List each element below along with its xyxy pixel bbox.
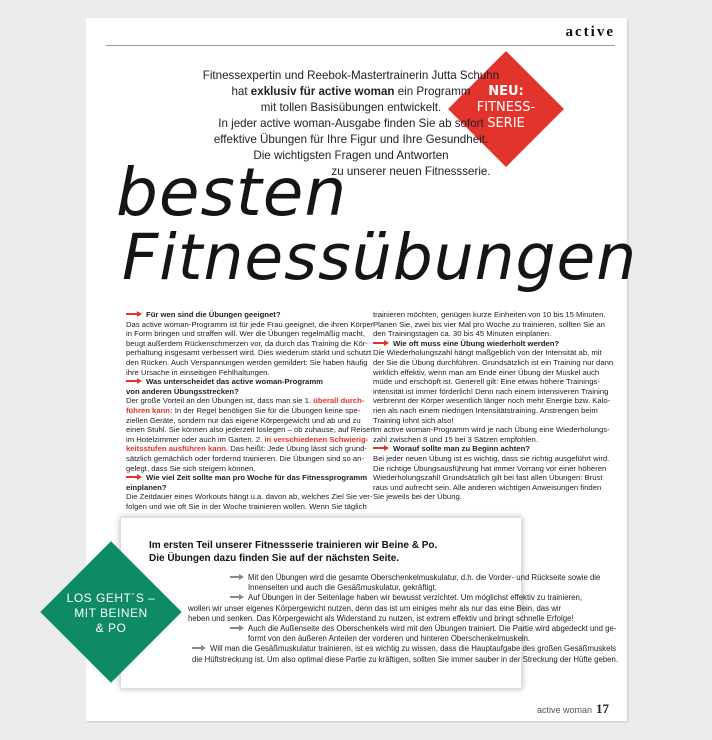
body-text-line: einen Stuhl. Sie können also jederzeit loslegen – ob zuhause, auf Reisen (126, 425, 375, 435)
info-box-line: formt von den äußeren Anteilen der vorderen und hinteren Oberschenkelmuskeln. (248, 634, 531, 644)
page-footer (537, 701, 609, 717)
green-badge-line-1: LOS GEHT´S – (66, 591, 156, 605)
headline-line-2: Fitnessübungen (122, 221, 638, 294)
body-text-line: rien als nach einem niedrigen Intensitätstraining. Anstrengen beim (373, 405, 598, 415)
right-column (373, 310, 614, 520)
body-text-line: in Form bringen und straffen will. Wer die Übungen regelmäßig macht, (126, 329, 365, 339)
info-box-body (140, 573, 619, 665)
red-arrow-icon (373, 340, 390, 346)
info-box-line: die Hüftstreckung ist. Um also optimal diese Partie zu kräftigen, sollten Sie immer sauber in der Streckung der Hüfte geben. (192, 654, 619, 664)
body-text-line: wirklich effektiv, wenn man am Ende einer Übung der Muskel auch (373, 367, 600, 377)
body-text-line: Das active woman-Programm ist für jede Frau geeignet, die ihren Körper (126, 319, 374, 329)
body-text-line: verbrennt der Körper wesentlich länger noch mehr Energie bzw. Kalo- (373, 396, 611, 406)
body-text-line: keitsstufen ausführen kann. Das heißt: Jede Übung lässt sich grund- (126, 444, 367, 454)
left-column (126, 310, 375, 520)
badge-line-2: FITNESS- (476, 100, 536, 115)
info-box-line: Auch die Außenseite des Oberschenkels wird mit den Übungen trainiert. Die Partie wird abgedeckt und ge- (140, 624, 515, 634)
body-text-line: Im active woman-Programm wird je nach Übung eine Wiederholungs- (373, 425, 610, 435)
intro-line: Die wichtigsten Fragen und Antworten (253, 149, 449, 162)
body-text-line: Planen Sie, zwei bis vier Mal pro Woche zu trainieren, sollten Sie an (373, 319, 605, 329)
body-text-line: gelegt, dass Sie sich steigern können. (126, 463, 256, 473)
info-box-heading-line: Im ersten Teil unserer Fitnessserie trainieren wir Beine & Po. (149, 540, 438, 551)
body-text-line: beugt außerdem Rückenschmerzen vor, da durch das Training die Kör- (126, 338, 368, 348)
header-rule (106, 45, 615, 46)
body-text-line: Training lohnt sich also! (373, 415, 454, 425)
body-text-line: Wiederholungszahl! Grundsätzlich gilt bei fast allen Übungen: Brust (373, 473, 603, 483)
body-text-line: im Hotelzimmer oder auch im Garten. 2. in verschiedenen Schwierig- (126, 434, 369, 444)
red-arrow-icon (126, 474, 143, 480)
info-box-heading (149, 539, 499, 565)
red-arrow-icon (373, 445, 390, 451)
body-text-line: zahl zwischen 8 und 15 bei 3 Sätzen empfohlen. (373, 434, 538, 444)
intro-line: mit tollen Basisübungen entwickelt. (260, 101, 442, 114)
question-heading: Was unterscheidet das active woman-Programm (126, 377, 366, 387)
question-heading: von anderen Übungsstrecken? (126, 386, 239, 396)
question-heading: Worauf sollte man zu Beginn achten? (373, 444, 611, 454)
body-text-line: ziellen Geräte, sondern nur das eigene Körpergewicht und ab und zu (126, 415, 361, 425)
info-box-line: Will man die Gesäßmuskulatur trainieren, ist es wichtig zu wissen, dass die Hauptaufgabe des großen Gesäßmuskels (140, 644, 515, 654)
body-text-line: müde und erschöpft ist. Generell gilt: Eine etwas höhere Trainings- (373, 377, 600, 387)
body-text-line: trainieren möchten, genügen kurze Einheiten von 10 bis 15 Minuten. (373, 310, 606, 319)
intro-line: Fitnessexpertin und Reebok-Mastertrainerin Jutta Schuhn (202, 69, 500, 82)
body-text-line: folgen und wie oft Sie in der Woche trainieren wollen. Wenn Sie täglich (126, 501, 367, 511)
page-number: 17 (596, 701, 609, 716)
info-box-line: Innenseiten und auch die Gesäßmuskulatur, gekräftigt. (248, 583, 437, 593)
intro-line: hat exklusiv für active woman ein Programm (231, 85, 471, 98)
question-heading: einplanen? (126, 482, 167, 492)
green-badge-line-3: & PO (95, 621, 127, 635)
info-box-line: Auf Übungen in der Seitenlage haben wir bewusst verzichtet. Um möglichst effektiv zu trainieren, (140, 593, 515, 603)
body-text-line: den Trainingstagen ca. 30 bis 45 Minuten einplanen. (373, 329, 552, 339)
body-text-line: sätzlich gemächlich oder fordernd trainieren. Die Übungen sind so an- (126, 453, 365, 463)
body-text-line: Die Wiederholungszahl hängt maßgeblich von der Intensität ab, mit (373, 348, 602, 358)
brand-label: active (565, 24, 615, 40)
grey-arrow-icon (230, 625, 245, 631)
body-text-line: Die Zeitdauer eines Workouts hängt u.a. davon ab, welches Ziel Sie ver- (126, 492, 373, 502)
body-text-line: führen kann: In der Regel benötigen Sie für die Übungen keine spe- (126, 405, 361, 415)
body-text-line: Sie jeweils bei der Übung. (373, 492, 462, 502)
body-text-line: den Rücken. Auch Verspannungen werden gemildert: Sie haben häufig (126, 357, 368, 367)
badge-line-3: SERIE (487, 116, 525, 131)
info-box-line: Mit den Übungen wird die gesamte Oberschenkelmuskulatur, d.h. die Vorder- und Rückseite sowie die (140, 573, 515, 583)
body-text-line: raus und aufrecht sein. Alle anderen wichtigen Anweisungen finden (373, 482, 602, 492)
grey-arrow-icon (230, 574, 245, 580)
intro-line: zu unserer neuen Fitnessserie. (331, 165, 491, 178)
badge-line-1: NEU: (488, 84, 524, 99)
red-arrow-icon (126, 311, 143, 317)
body-text-line: perhaltung insgesamt verbessert wird. Dies wiederum stärkt und schutzt (126, 348, 372, 358)
question-heading: Für wen sind die Übungen geeignet? (126, 310, 366, 320)
body-text-line: der Sie die Übung durchführen. Grundsätzlich ist ein Training nur dann (373, 357, 614, 367)
red-arrow-icon (126, 378, 143, 384)
lets-go-badge (40, 541, 182, 683)
footer-magazine-name: active woman (536, 705, 592, 715)
question-heading: Wie viel Zeit sollte man pro Woche für das Fitnessprogramm (126, 473, 366, 483)
body-text-line: Der große Vorteil an den Übungen ist, dass man sie 1. überall durch- (126, 396, 365, 406)
intro-line: In jeder active woman-Ausgabe finden Sie ab sofort (218, 117, 484, 130)
grey-arrow-icon (230, 594, 245, 600)
info-box-line: heben und senken. Das Körpergewicht als Widerstand zu nutzen, ist extrem effektiv und bringt schnelle Erfolge! (188, 613, 574, 623)
question-heading: Wie oft muss eine Übung wiederholt werden? (373, 339, 611, 349)
body-text-line: ihre Ursache in einseitigen Fehlhaltungen. (126, 367, 270, 377)
info-box-heading-line: Die Übungen dazu finden Sie auf der nächsten Seite. (149, 553, 400, 564)
green-badge-line-2: MIT BEINEN (74, 606, 148, 620)
headline-line-1: besten (116, 154, 348, 231)
info-box-line: wollen wir unser eigenes Körpergewicht nutzen, denn das ist um einiges mehr als nur das eine Bein, das wir (188, 603, 562, 613)
grey-arrow-icon (192, 645, 207, 651)
body-text-line: Die richtige Übungsausführung hat immer Vorrang vor einer höheren (373, 463, 607, 473)
intro-line: effektive Übungen für Ihre Figur und Ihre Gesundheit. (213, 133, 489, 146)
body-text-line: Bei jeder neuen Übung ist es wichtig, dass sie richtig ausgeführt wird. (373, 453, 610, 463)
body-text-line: intensität ist immer förderlich! Denn nach einem intensiveren Training (373, 386, 609, 396)
